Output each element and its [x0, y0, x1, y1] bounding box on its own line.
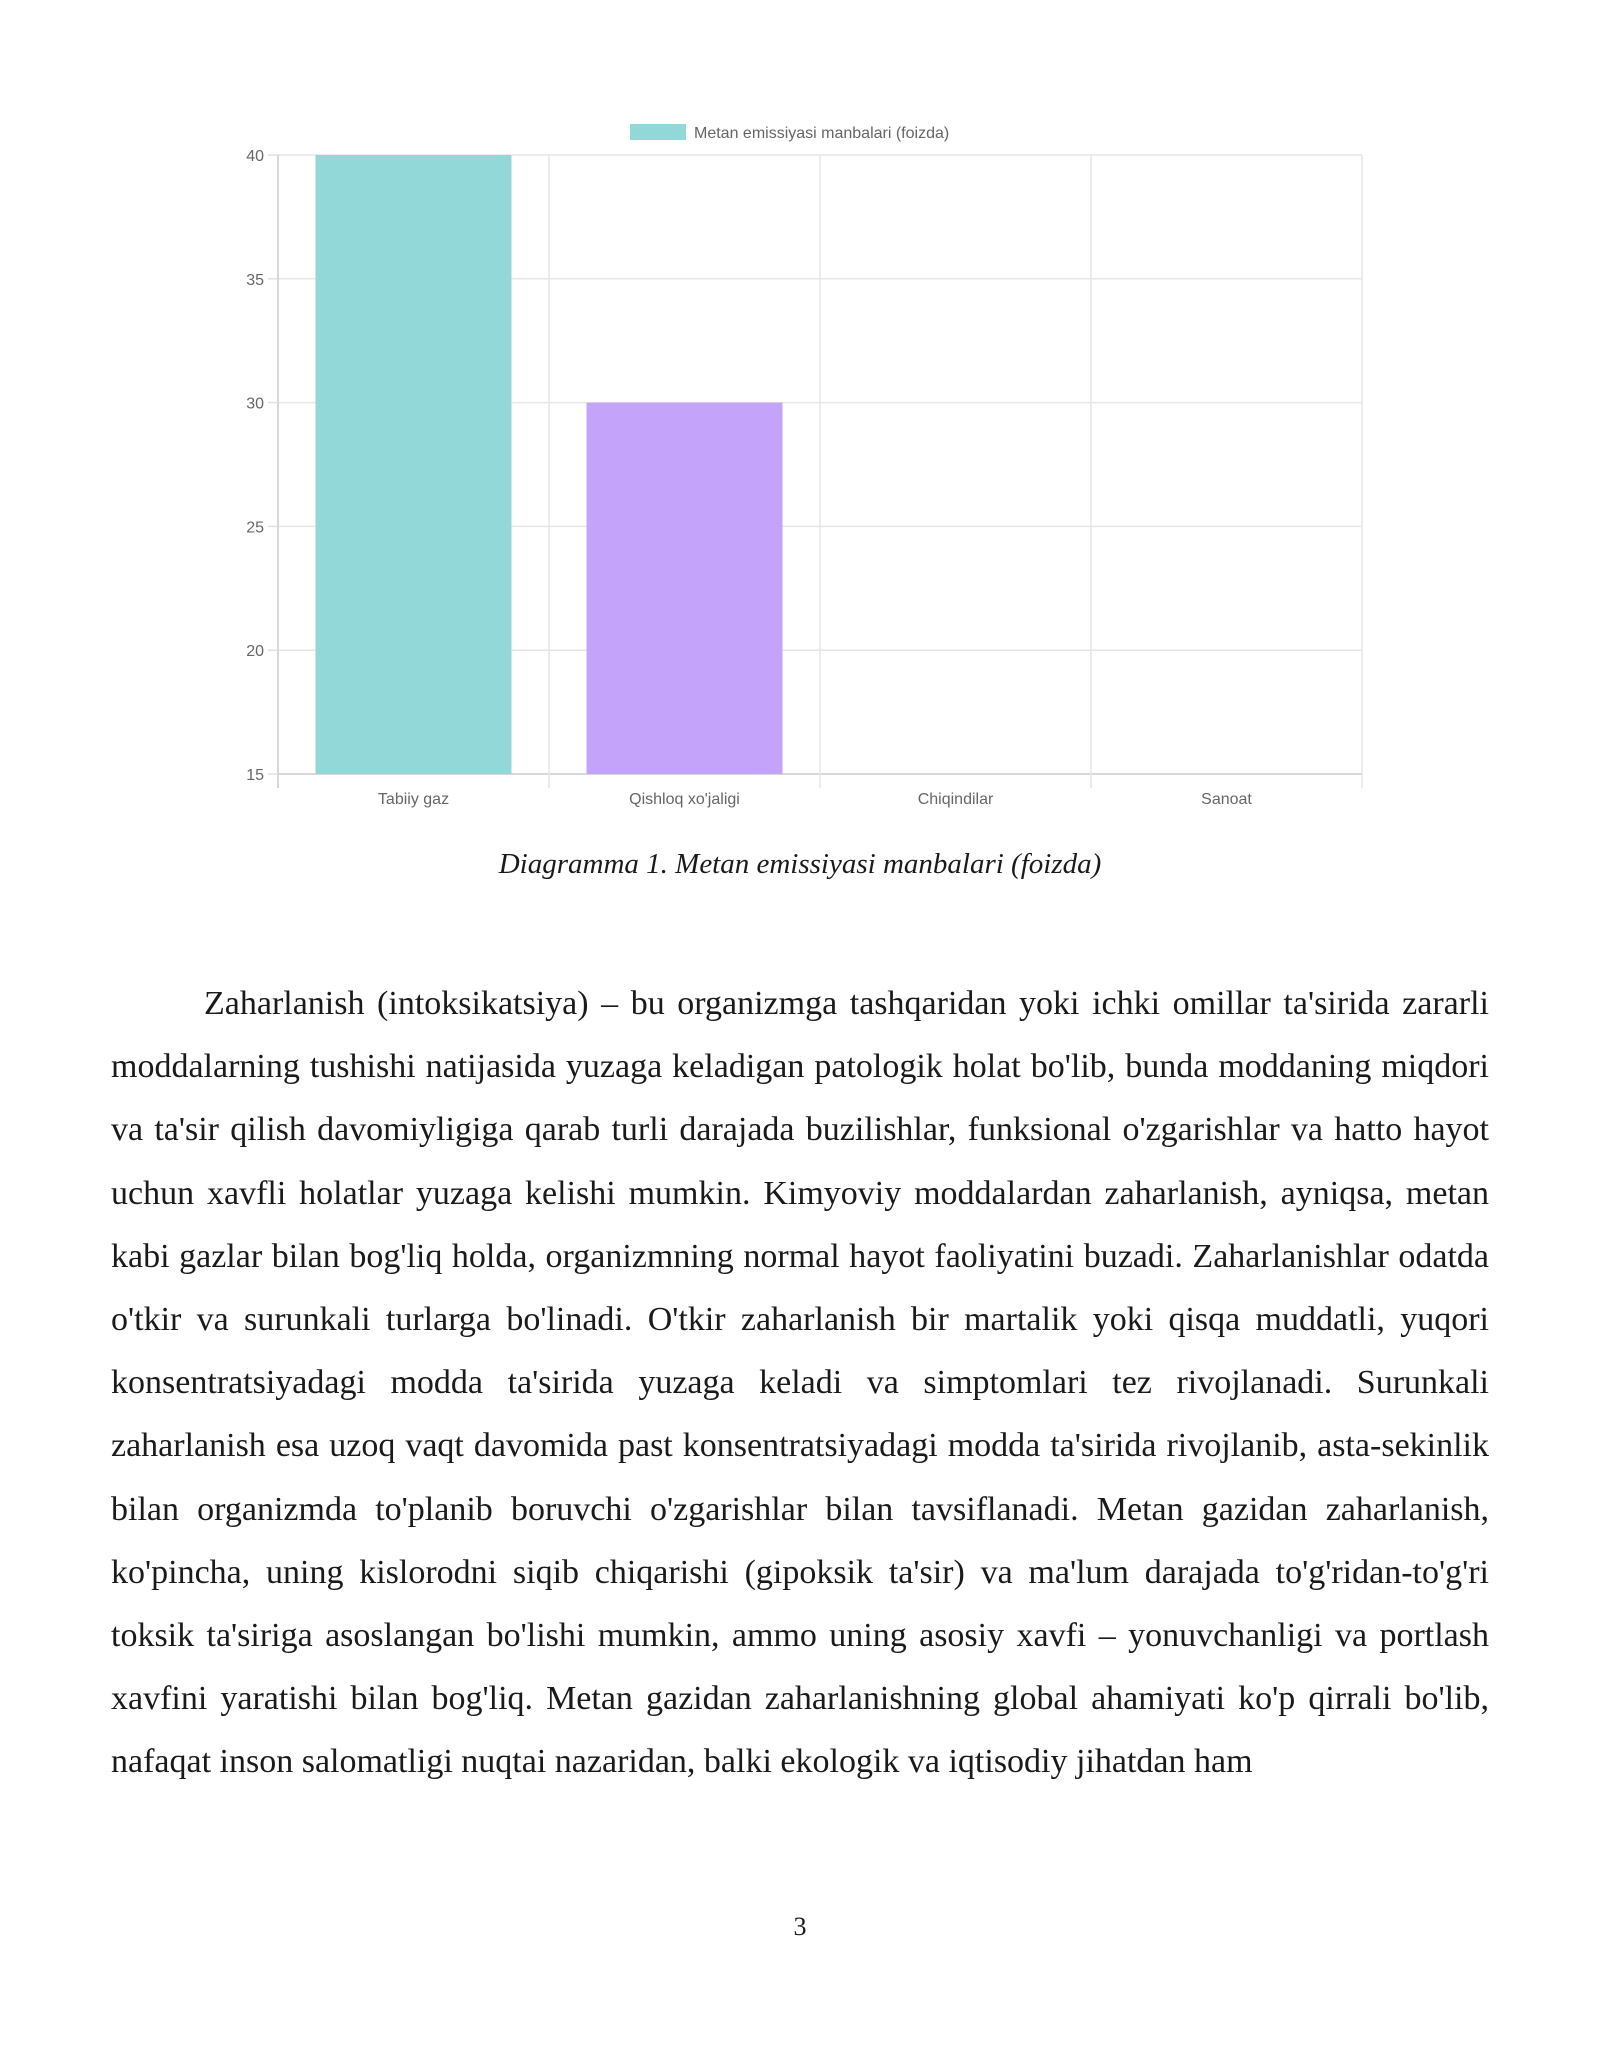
y-tick-label: 20 [246, 643, 264, 661]
y-tick-label: 35 [246, 271, 264, 289]
y-tick-label: 40 [246, 148, 264, 165]
y-tick-label: 25 [246, 519, 264, 537]
y-tick-label: 30 [246, 395, 264, 413]
bar [587, 403, 783, 774]
bar-chart-svg [0, 0, 1600, 840]
x-tick-label: Tabiiy gaz [377, 791, 450, 808]
x-tick-label: Sanoat [1201, 791, 1252, 808]
bar [316, 155, 512, 774]
x-tick-label: Qishloq xo'jaligi [629, 791, 740, 808]
x-tick-label: Chiqindilar [917, 791, 994, 808]
page-number: 3 [793, 1912, 807, 1941]
legend-swatch [630, 124, 686, 140]
body-paragraph: Zaharlanish (intoksikatsiya) – bu organizmga tashqaridan yoki ichki omillar ta'sirida zararli moddalarning tushishi natijasida yuzaga keladigan patologik holat bo'lib, bunda moddaning miqdori va ta'sir qilish davomiyligiga qarab turli darajada buzilishlar, funksional o'zgarishlar va hatto hayot uchun xavfli holatlar yuzaga kelishi mumkin. Kimyoviy moddalardan zaharlanish, ayniqsa, metan kabi gazlar bilan bog'liq holda, organizmning normal hayot faoliyatini buzadi. Zaharlanishlar odatda o'tkir va surunkali turlarga bo'linadi. O'tkir zaharlanish bir martalik yoki qisqa muddatli, yuqori konsentratsiyadagi modda ta'sirida yuzaga keladi va simptomlari tez rivojlanadi. Surunkali zaharlanish esa uzoq vaqt davomida past konsentratsiyadagi modda ta'sirida rivojlanib, asta-sekinlik bilan organizmda to'planib boruvchi o'zgarishlar bilan tavsiflanadi. Metan gazidan zaharlanish, ko'pincha, uning kislorodni siqib chiqarishi (gipoksik ta'sir) va ma'lum darajada to'g'ridan-to'g'ri toksik ta'siriga asoslangan bo'lishi mumkin, ammo uning asosiy xavfi – yonuvchanligi va portlash xavfini yaratishi bilan bog'liq. Metan gazidan zaharlanishning global ahamiyati ko'p qirrali bo'lib, nafaqat inson salomatligi nuqtai nazaridan, balki ekologik va iqtisodiy jihatdan ham [111, 985, 1489, 1781]
chart-legend [630, 124, 949, 142]
bar-chart [0, 0, 1600, 840]
chart-axes [268, 155, 278, 774]
legend-label: Metan emissiyasi manbalari (foizda) [694, 125, 950, 142]
chart-caption: Diagramma 1. Metan emissiyasi manbalari (foizda) [498, 848, 1102, 880]
y-tick-label: 15 [246, 767, 264, 784]
